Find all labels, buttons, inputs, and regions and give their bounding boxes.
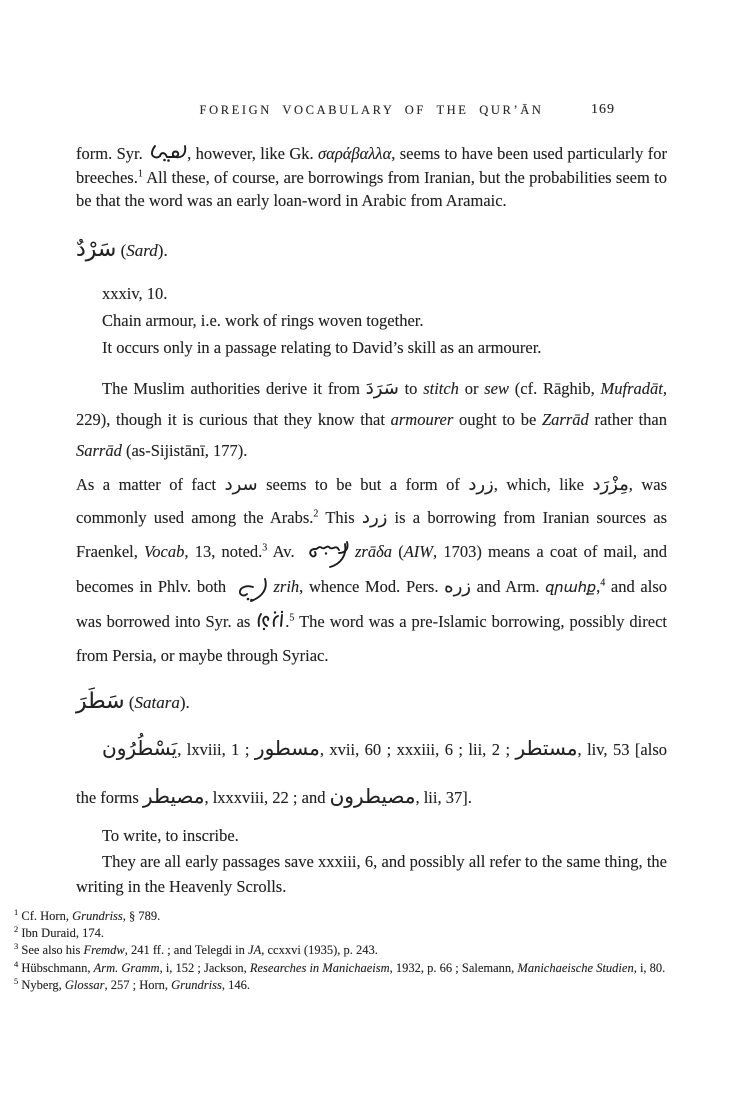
text-run: rather than [588,409,668,429]
text-run: zrih [273,576,300,596]
text-run: JA [248,943,262,958]
text-run: , i, 152 ; Jackson, [159,960,250,975]
pahlavi-script-word [232,570,268,604]
usage-note: It occurs only in a passage relating to David’s skill as an armourer. [102,337,542,357]
text-run: or [458,378,485,398]
text-run: Manichaeische Studien [517,960,634,975]
text-run: զրահք [545,579,597,596]
paragraph-early-passages: They are all early passages save xxxiii, 6, and possibly all refer to the same thing, the writing in the Heavenly Scrolls. [76,852,667,896]
text-run: Fremdw [83,943,125,958]
text-run: AIW [403,541,434,561]
paragraph-etymology [76,468,667,673]
text-run: ( [124,693,135,712]
entry-headword-sard [76,234,667,267]
text-run: Arm. Gramm [93,960,160,975]
text-run: Vocab [144,541,185,561]
text-run: , 257 ; Horn, [104,977,172,992]
text-run: , § 789. [122,909,161,923]
text-run: زرد [468,473,494,495]
footnote-5 [0,977,737,994]
text-run: and Arm. [470,576,546,596]
footnote-ref: 1 [14,906,19,917]
text-run: , 1703) means a coat of mail, and becomes in Phlv. both [76,541,667,596]
text-run: Cf. Horn, [18,909,73,923]
footnote-ref: 3 [14,941,19,952]
text-run: , xvii, 60 ; xxxiii, 6 ; lii, 2 ; [319,740,516,759]
text-run: , 146. [221,977,250,992]
text-run: seems to be but a form of [257,474,469,494]
text-run: Glossar [64,977,105,992]
entry-headword-satara [76,686,667,719]
definition-line: Chain armour, i.e. work of rings woven together. [102,310,424,330]
text-run: , [596,576,601,596]
footnote-ref: 4 [14,958,19,969]
syr2-script-word [255,605,285,639]
text-run: زرد [361,507,388,528]
text-run: sew [484,378,509,398]
text-run: to [398,378,424,398]
text-run: Satara [134,693,180,712]
text-run: , lxxxviii, 22 ; and [204,788,330,807]
text-run: , was commonly used among the Arabs. [76,474,667,527]
text-run: Zarrād [541,409,589,429]
text-run: This [318,508,362,527]
text-run: ( [392,541,404,561]
text-run: As a matter of fact [76,474,225,494]
verse-occurrence-list [76,725,667,821]
footnote-1 [0,908,737,925]
text-run: ). [179,693,190,712]
footnote-ref: 1 [137,168,143,179]
text-run: , 241 ff. ; and Telegdi in [124,943,249,958]
verse-reference: xxxiv, 10. [102,283,168,303]
text-run: , lxviii, 1 ; [177,740,255,759]
text-run: , seems to have been used particularly for breeches. [76,144,667,187]
text-run: , 1932, p. 66 ; Salemann, [389,960,518,975]
text-run: , whence Mod. Pers. [299,576,445,596]
page-number: 169 [591,102,615,117]
header-title: FOREIGN VOCABULARY OF THE QUR’ĀN [199,103,544,117]
definition-line: To write, to inscribe. [102,826,239,845]
footnote-ref: 2 [14,924,19,935]
text-run: armourer [390,409,454,429]
text-run: , liv, 53 [also the forms [76,740,667,807]
text-run: مِزْرَد [592,473,629,495]
paragraph-muslim-authorities [76,373,667,466]
text-run: سرد [224,473,258,495]
text-run: , lii, 37]. [415,788,472,807]
text-run: (as-Sijistānī, 177). [121,440,248,460]
text-run: zrāδa [354,541,392,561]
avestan-script-word [301,535,349,570]
footnote-2 [0,925,737,942]
text-run: stitch [423,378,459,398]
text-run: , 229), though it is curious that they know that [76,378,667,429]
text-run: , 13, noted. [184,541,263,561]
footnote-ref: 5 [289,612,295,624]
footnote-ref: 4 [600,577,606,588]
text-run: Grundriss [72,909,123,923]
text-run: Mufradāt [600,378,663,398]
entry-sard-lines [76,280,667,361]
footnote-ref: 5 [14,975,19,986]
text-run: The word was a pre-Islamic borrowing, possibly direct from Persia, or maybe through Syriac. [76,612,667,665]
text-run: σαράβαλλα [318,144,392,163]
text-run: Nyberg, [18,977,65,992]
text-run: , i, 80. [633,960,666,975]
text-run: سَرْدٌ [76,236,117,262]
footnotes-block [0,908,737,994]
text-run: Hübschmann, [18,960,94,975]
text-run: , however, like Gk. [187,144,319,163]
text-run: مصيطرون [329,784,416,808]
text-run: form. Syr. [76,144,148,163]
text-run: , ccxxvi (1935), p. 243. [261,943,378,958]
text-run: Researches in Manichaeism [249,960,390,975]
text-run: سَرَدَ [365,377,399,399]
text-run: Grundriss [171,977,222,992]
footnote-ref: 2 [313,508,319,520]
text-run: ( [116,240,127,260]
text-run: and also was borrowed into Syr. as [76,576,667,631]
text-run: ought to be [453,409,542,429]
text-run: مستطر [515,736,578,760]
syr1-script-word [147,142,187,166]
running-header [76,103,667,118]
text-run: Sard [126,240,158,260]
text-run: Ibn Duraid, 174. [18,926,104,941]
footnote-ref: 3 [262,542,268,553]
text-run: All these, of course, are borrowings from Iranian, but the probabilities seem to be that the word was an early loan-word in Arabic from Aramaic. [76,167,667,210]
paragraph-sarbala-continuation [76,142,667,213]
footnote-3 [0,942,737,959]
text-run: Sarrād [76,440,122,460]
text-run: The Muslim authorities derive it from [102,378,366,398]
text-run: is a borrowing from Iranian sources as Fraenkel, [76,508,668,561]
text-run: مسطور [254,736,320,760]
text-run: . [285,612,290,631]
text-run: سَطَرَ [76,689,125,714]
text-run: يَسْطُرُون [102,736,178,760]
text-run: زره [444,575,471,597]
text-run: Av. [267,541,301,561]
text-run: مصيطر [142,784,205,808]
text-run: , which, like [493,474,593,494]
text-run: See also his [18,943,84,958]
text-run: ). [157,240,168,260]
text-run: (cf. Rāghib, [508,378,601,398]
footnote-4 [0,960,737,977]
